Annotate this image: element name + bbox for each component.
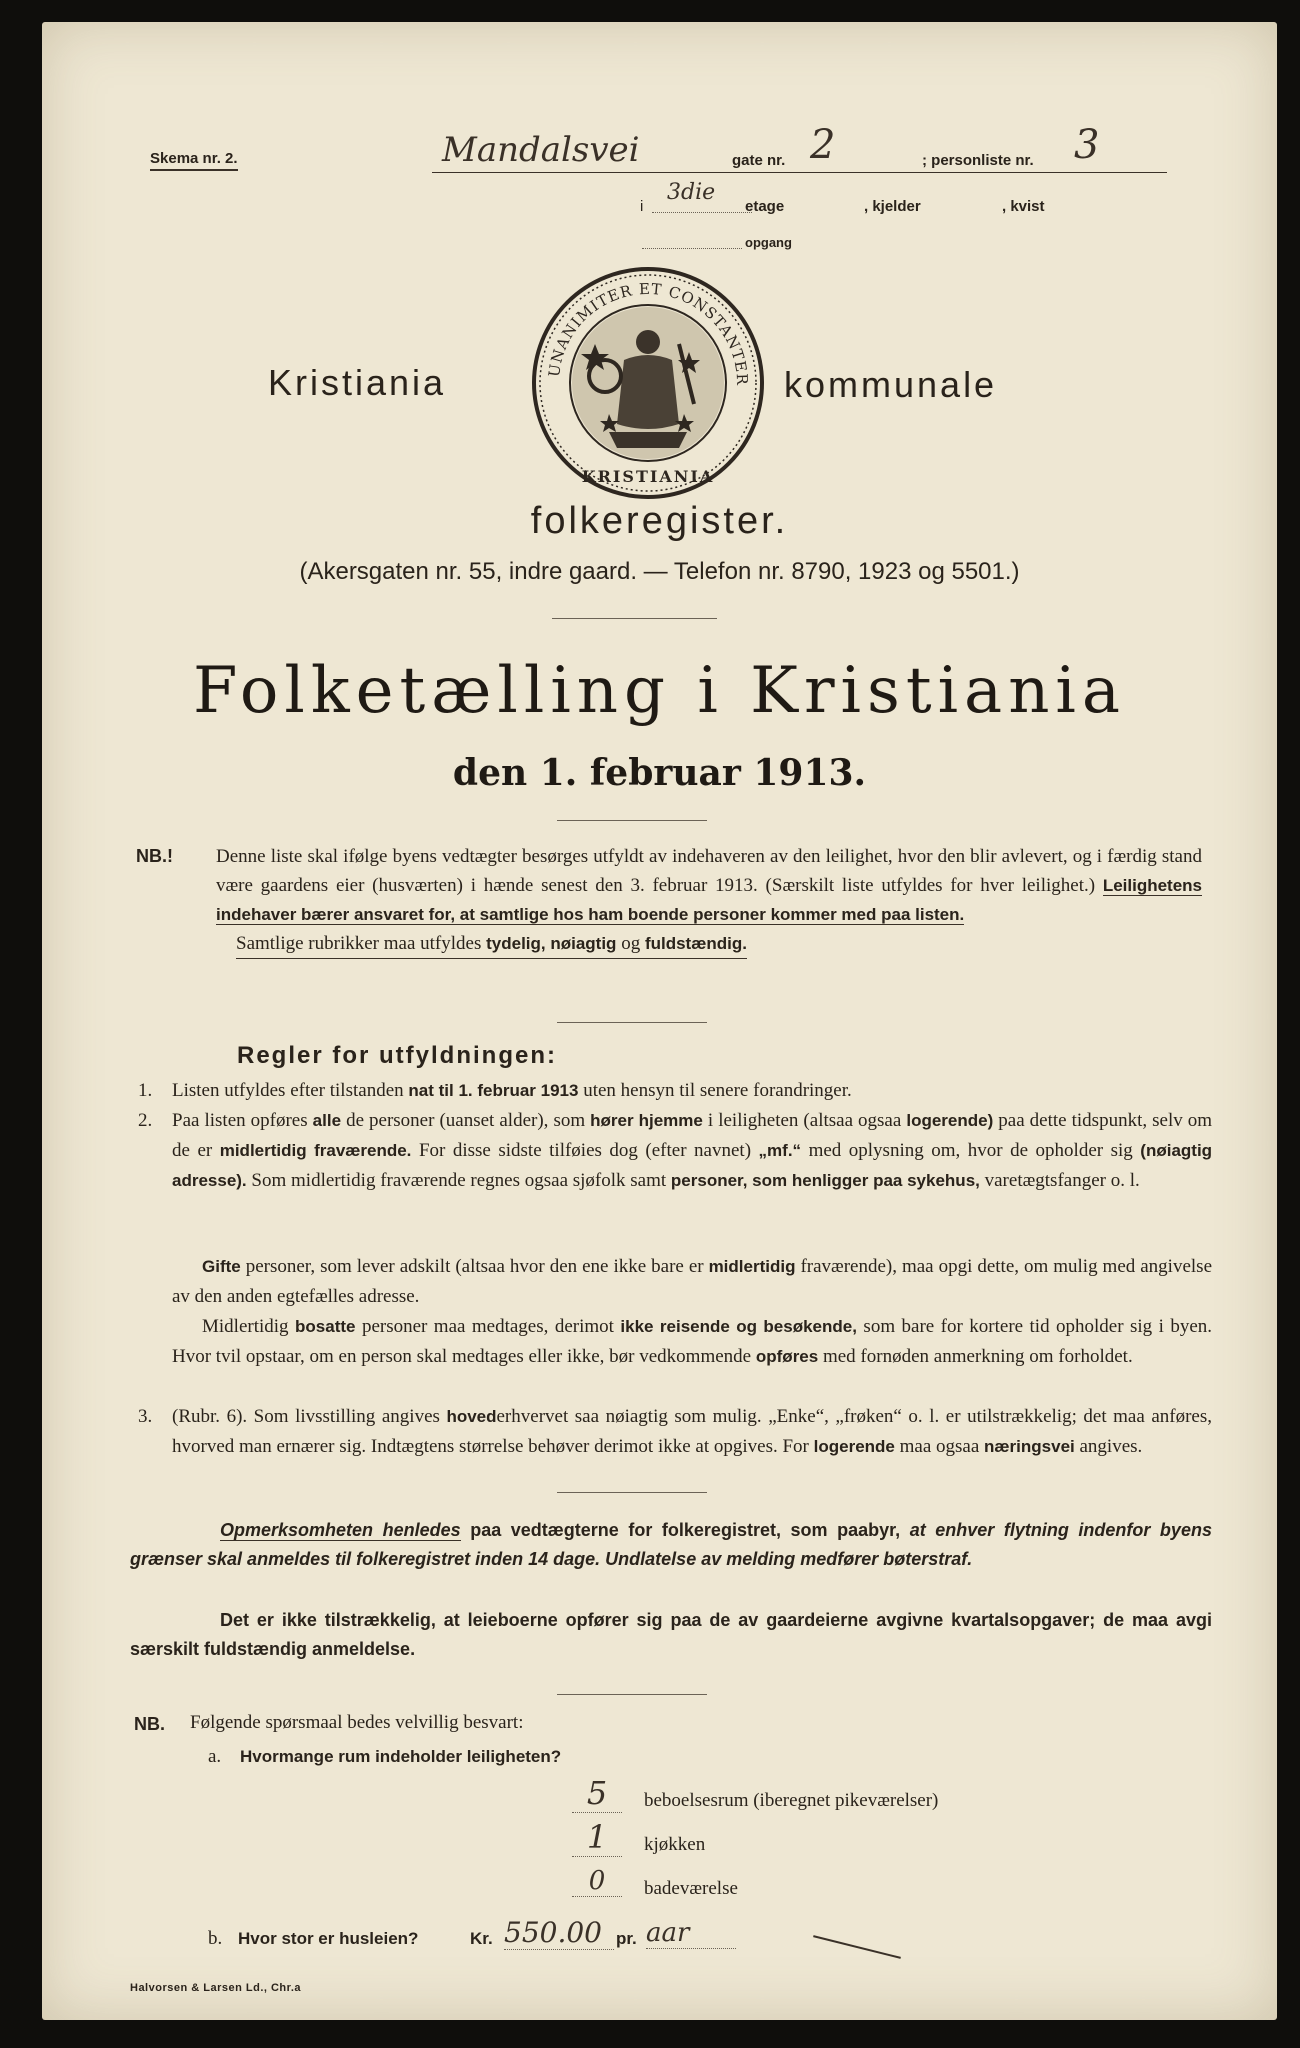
rooms-beboelsesrum-label: beboelsesrum (iberegnet pikeværelser) [644,1790,939,1811]
main-title: Folketælling i Kristiania [192,654,1127,728]
rule-3-e: maa ogsaa [899,1436,980,1457]
rule-3-number: 3. [138,1406,153,1427]
rooms-kjokken-value[interactable]: 1 [572,1818,622,1857]
title-folkeregister: folkeregister. [530,500,789,542]
rule-2p2-a: Gifte [202,1257,241,1276]
rule-2 [172,1106,1212,1196]
rule-1-a: Listen utfyldes efter tilstanden [172,1080,404,1101]
printer-imprint: Halvorsen & Larsen Ld., Chr.a [130,1982,301,1994]
notice-c: at enhver flytning indenfor byens grænser skal anmeldes til folkeregistret inden 14 dage. Undlatelse av melding medfører bøterstraf. [130,1520,1212,1569]
rule-1-number: 1. [138,1080,153,1101]
city-seal-icon [529,264,767,502]
rule-2-f: logerende) [906,1111,994,1130]
census-date: den 1. februar 1913. [452,752,867,794]
rule-1 [172,1076,1212,1106]
notice-paragraph [130,1516,1212,1574]
rule-2p3-b: bosatte [295,1317,356,1336]
rule-2p2-b: personer, som lever adskilt (altsaa hvor den ene ikke bare er [245,1256,704,1277]
nb2-label: NB. [134,1714,165,1734]
kvist-label: , kvist [1002,198,1045,215]
rooms-beboelsesrum-value[interactable]: 5 [572,1774,622,1813]
rule-3-a: (Rubr. 6). Som livsstilling angives [172,1406,440,1427]
rooms-kjokken-label: kjøkken [644,1834,706,1855]
census-form-sheet [42,22,1277,2020]
rule-2-a: Paa listen opføres [172,1110,308,1131]
kjelder-label: , kjelder [864,198,921,215]
question-b-text: Hvor stor er husleien? [238,1929,419,1948]
rule-1-c: uten hensyn til senere forandringer. [583,1080,852,1101]
question-a-text: Hvormange rum indeholder leiligheten? [240,1747,562,1766]
personliste-label: ; personliste nr. [922,152,1034,169]
kr-label: Kr. [470,1929,493,1948]
i-label: i [640,198,644,215]
rule-2p3-c: personer maa medtages, derimot [361,1316,614,1337]
title-kommunale: kommunale [784,364,998,405]
rule-2-i: For disse sidste tilføies dog (efter navnet) [418,1140,752,1161]
rooms-row-beboelsesrum [562,1774,1162,1826]
etage-handwritten[interactable]: 3die [667,180,716,205]
pen-stroke [813,1935,901,1959]
rule-2-n: personer, som henligger paa sykehus, [670,1171,980,1190]
divider-5 [557,1694,707,1695]
opgang-dotline [642,248,742,249]
rule-2-e: i leiligheten (altsaa ogsaa [707,1110,902,1131]
gate-label: gate nr. [732,152,786,169]
gate-number-handwritten[interactable]: 2 [810,122,836,168]
rule-2-number: 2. [138,1110,153,1131]
personliste-number-handwritten[interactable]: 3 [1074,122,1100,168]
etage-dotline [652,212,752,213]
rule-2-j: „mf.“ [758,1141,802,1160]
seal-ring-text: UNANIMITER ET CONSTANTER [545,279,752,387]
divider-1 [552,618,717,619]
divider-2 [557,820,707,821]
rule-2-d: hører hjemme [590,1111,703,1130]
skema-label: Skema nr. 2. [150,150,238,171]
rule-2p3-a: Midlertidig [202,1316,289,1337]
rule-2p3-d: ikke reisende og besøkende, [620,1317,857,1336]
rule-2p2-c: midlertidig [708,1257,796,1276]
nb-text-c1: Samtlige rubrikker maa utfyldes [236,933,482,954]
rules-heading: Regler for utfyldningen: [237,1042,557,1069]
street-name-handwritten[interactable]: Mandalsvei [442,130,640,170]
rule-2-l: (nøiagtig adresse). [172,1141,1213,1190]
rule-1-b: nat til 1. februar 1913 [408,1081,579,1100]
rent-value-handwritten[interactable]: 550.00 [504,1916,614,1950]
rule-2-g: paa dette tidspunkt, selv om de er [172,1110,1213,1161]
pr-label: pr. [616,1929,637,1948]
rooms-row-badevaerelse [562,1866,1162,1914]
rooms-list [562,1774,1162,1914]
divider-3 [557,1022,707,1023]
rooms-badevaerelse-value[interactable]: 0 [572,1866,622,1897]
nb-text-c4: fuldstændig. [644,934,747,953]
rule-3 [172,1402,1212,1462]
nb-text-a: Denne liste skal ifølge byens vedtægter besørges utfyldt av indehaveren av den leilighet, hvor den blir avlevert, og i færdig stand være gaardens eier (husværten) i hænde senest den 3. februar 1913. (Særskilt liste utfyldes for hver leilighet.) [216,846,1202,896]
rooms-row-kjokken [562,1818,1162,1870]
nb-text-c3: og [621,933,641,954]
notice-a: Opmerksomheten henledes [220,1520,461,1540]
rule-2-h: midlertidig fraværende. [219,1141,412,1160]
title-kristiania: Kristiania [268,362,447,403]
rule-2-o: varetægtsfanger o. l. [984,1170,1140,1191]
question-a-label: a. [208,1746,222,1767]
nb-label: NB.! [136,846,173,866]
divider-4 [557,1492,707,1493]
questions-intro: Følgende spørsmaal bedes velvillig besvart: [190,1712,524,1733]
rule-2-b: alle [312,1111,342,1130]
rent-period-handwritten[interactable]: aar [646,1918,736,1949]
notice-d: Det er ikke tilstrækkelig, at leieboerne opfører sig paa de av gaardeierne avgivne kvartalsopgaver; de maa avgi særskilt fuldstændig anmeldelse. [130,1610,1212,1659]
rule-2-m: Som midlertidig fraværende regnes ogsaa sjøfolk samt [251,1170,667,1191]
nb-text-c2: tydelig, nøiagtig [486,934,617,953]
rule-3-f: næringsvei [984,1437,1075,1456]
header-rule [432,172,1167,173]
address-line: (Akersgaten nr. 55, indre gaard. — Telefon nr. 8790, 1923 og 5501.) [299,558,1020,585]
rule-2p3-e: som bare for kortere tid opholder sig i byen. Hvor tvil opstaar, om en person skal medtages eller ikke, bør vedkommende [172,1316,1213,1367]
rule-2-paragraph-2 [172,1252,1212,1312]
nb-text-c-wrap [236,929,747,959]
rule-2-k: med oplysning om, hvor de opholder sig [808,1140,1133,1161]
rule-2p3-g: med fornøden anmerkning om forholdet. [822,1346,1133,1367]
rule-2-paragraph-3 [172,1312,1212,1372]
rule-3-g: angives. [1079,1436,1143,1457]
etage-label: etage [745,198,785,215]
notice-b: paa vedtægterne for folkeregistret, som paabyr, [470,1520,901,1540]
rule-2-c: de personer (uanset alder), som [346,1110,586,1131]
rule-3-d: logerende [813,1437,895,1456]
question-b-label: b. [208,1928,223,1949]
rule-2p3-f: opføres [755,1347,819,1366]
rule-3-b: hoved [446,1407,497,1426]
opgang-label: opgang [745,235,792,250]
nb-paragraph [216,842,1202,959]
seal-bottom-text: KRISTIANIA [581,467,715,486]
rule-3-c: erhvervet saa nøiagtig som mulig. „Enke“, „frøken“ o. l. er utilstrækkelig; det maa anføres, hvorved man ernærer sig. Indtægtens størrelse behøver derimot ikke at opgives. For [172,1406,1212,1457]
rule-2p2-d: fraværende), maa opgi dette, om mulig med angivelse av den anden egtefælles adresse. [172,1256,1213,1307]
rooms-badevaerelse-label: badeværelse [644,1878,738,1899]
nb-text-b: Leilighetens indehaver bærer ansvaret for, at samtlige hos ham boende personer kommer med paa listen. [216,876,1203,924]
